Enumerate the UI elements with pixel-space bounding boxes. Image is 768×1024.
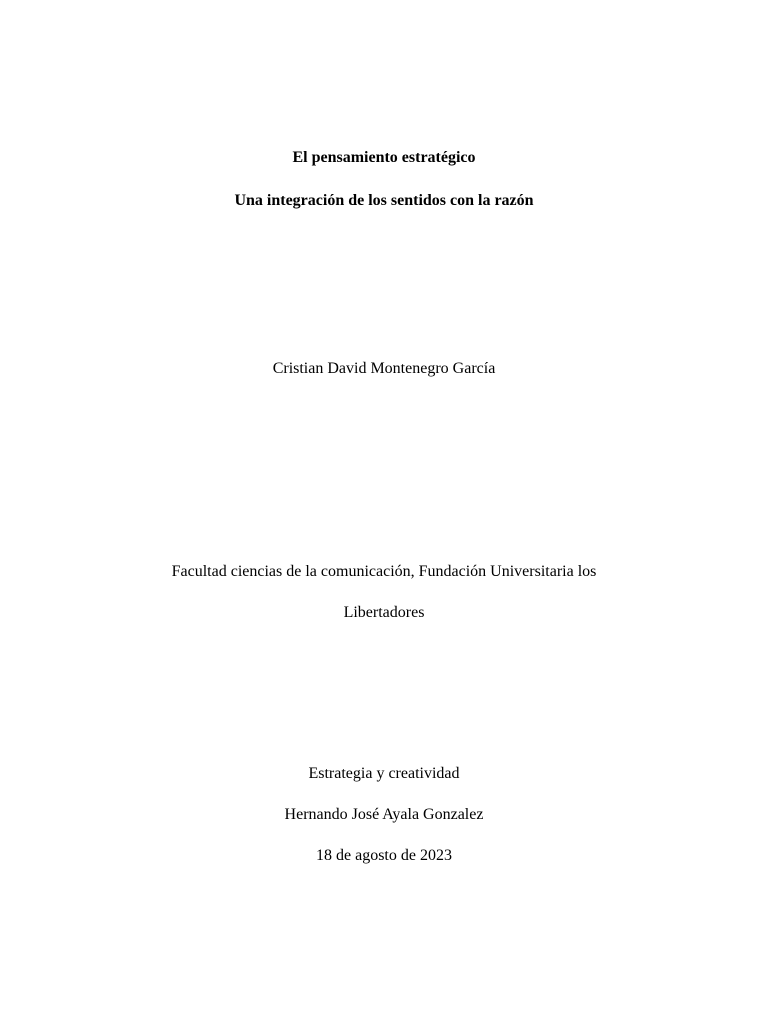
course-name: Estrategia y creatividad [308,765,460,782]
document-title: El pensamiento estratégico [292,149,476,166]
submission-date: 18 de agosto de 2023 [316,847,452,864]
institution-line-2: Libertadores [343,604,425,621]
document-subtitle: Una integración de los sentidos con la razón [234,192,534,209]
author-name: Cristian David Montenegro García [272,360,496,377]
institution-line-1: Facultad ciencias de la comunicación, Fundación Universitaria los [171,563,597,580]
instructor-name: Hernando José Ayala Gonzalez [284,806,484,823]
